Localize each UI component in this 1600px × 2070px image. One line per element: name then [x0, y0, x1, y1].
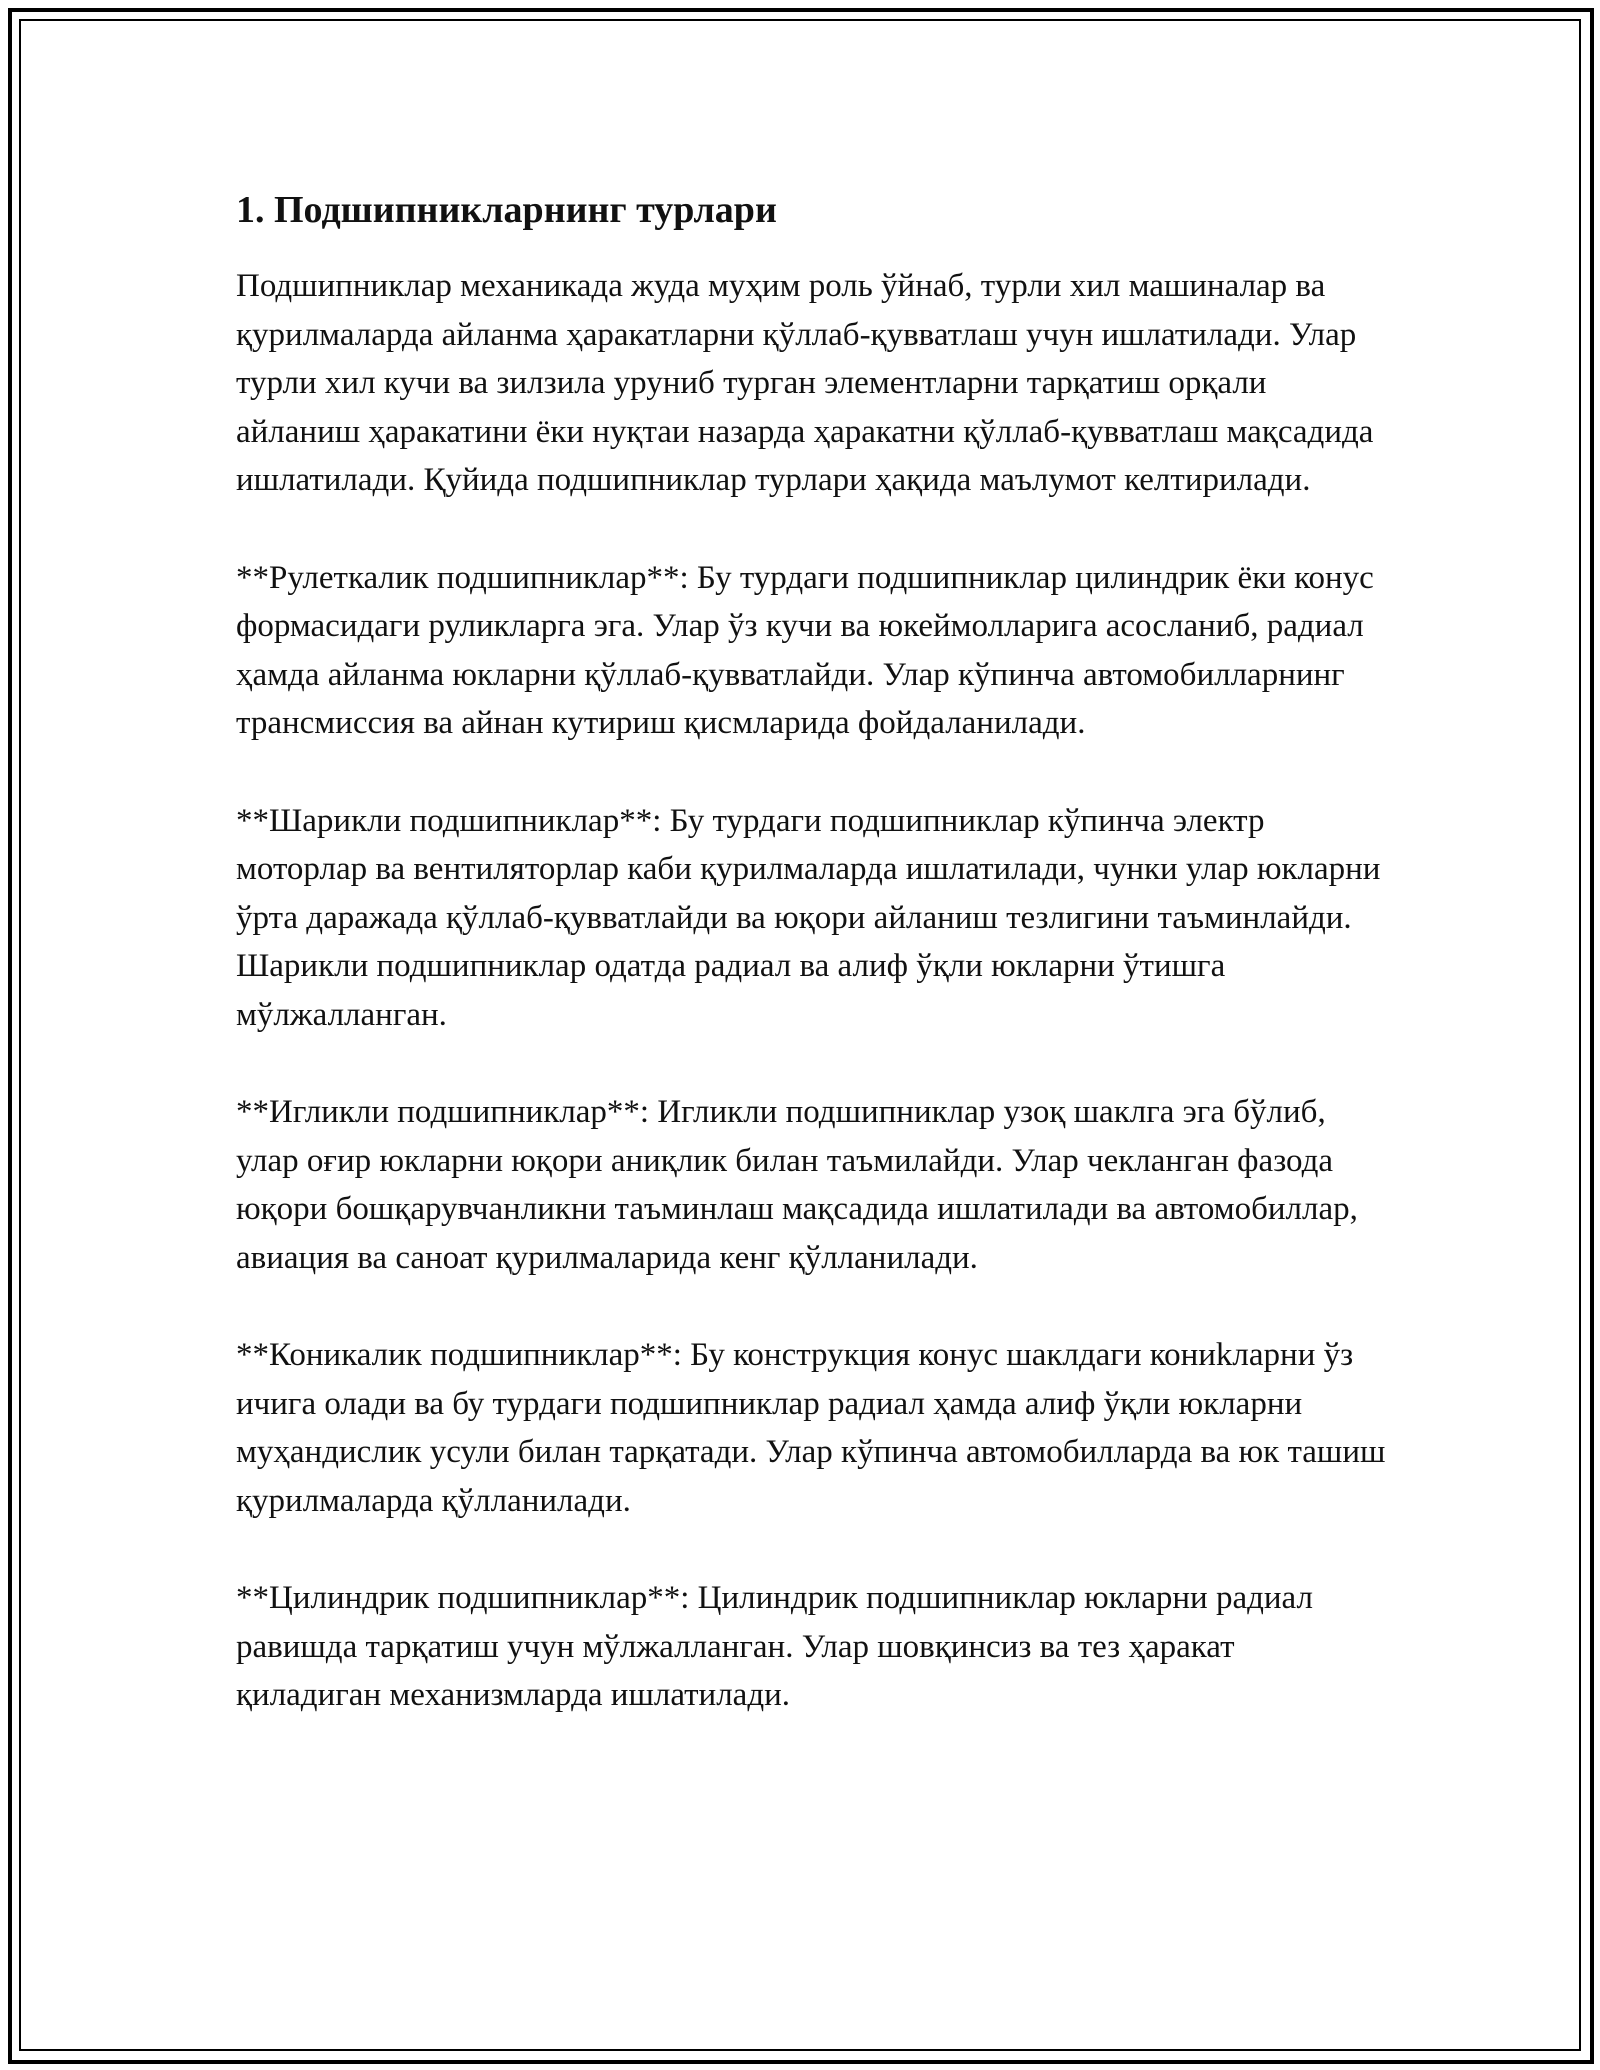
- paragraph-ball-bearings: **Шарикли подшипниклар**: Бу турдаги подшипниклар кўпинча электр моторлар ва вентиляторлар каби қурилмаларда ишлатилади, чунки улар юкларни ўрта даражада қўллаб-қувватлайди ва юқори айланиш тезлигини таъминлайди. Шарикли подшипниклар одатда радиал ва алиф ўқли юкларни ўтишга мўлжалланган.: [236, 802, 1381, 1033]
- paragraph-roller-bearings: **Рулеткалик подшипниклар**: Бу турдаги подшипниклар цилиндрик ёки конус формасидаги руликларга эга. Улар ўз кучи ва юкеймолларига асосланиб, радиал ҳамда айланма юкларни қўллаб-қувватлайди. Улар кўпинча автомобилларнинг трансмиссия ва айнан кутириш қисмларида фойдаланилади.: [236, 559, 1374, 741]
- paragraph-intro: Подшипниклар механикада жуда муҳим роль ўйнаб, турли хил машиналар ва қурилмаларда айланма ҳаракатларни қўллаб-қувватлаш учун ишлатилади. Улар турли хил кучи ва зилзила уруниб турган элементларни тарқатиш орқали айланиш ҳаракатини ёки нуқтаи назарда ҳаракатни қўллаб-қувватлаш мақсадида ишлатилади. Қуйида подшипниклар турлари ҳақида маълумот келтирилади.: [236, 268, 1374, 498]
- document-body: [236, 186, 1386, 1769]
- paragraph-needle-bearings: **Игликли подшипниклар**: Игликли подшипниклар узоқ шаклга эга бўлиб, улар оғир юкларни юқори аниқлик билан таъмилайди. Улар чекланган фазода юқори бошқарувчанликни таъминлаш мақсадида ишлатилади ва автомобиллар, авиация ва саноат қурилмаларида кенг қўлланилади.: [236, 1094, 1358, 1276]
- document-title: 1. Подшипникларнинг турлари: [236, 189, 777, 231]
- paragraph-tapered-bearings: **Коникалик подшипниклар**: Бу конструкция конус шаклдаги кониkларни ўз ичига олади ва бу турдаги подшипниклар радиал ҳамда алиф ўқли юкларни муҳандислик усули билан тарқатади. Улар кўпинча автомобилларда ва юк ташиш қурилмаларда қўлланилади.: [236, 1337, 1386, 1519]
- paragraph-cylindrical-bearings: **Цилиндрик подшипниклар**: Цилиндрик подшипниклар юкларни радиал равишда тарқатиш учун мўлжалланган. Улар шовқинсиз ва тез ҳаракат қиладиган механизмларда ишлатилади.: [236, 1580, 1313, 1713]
